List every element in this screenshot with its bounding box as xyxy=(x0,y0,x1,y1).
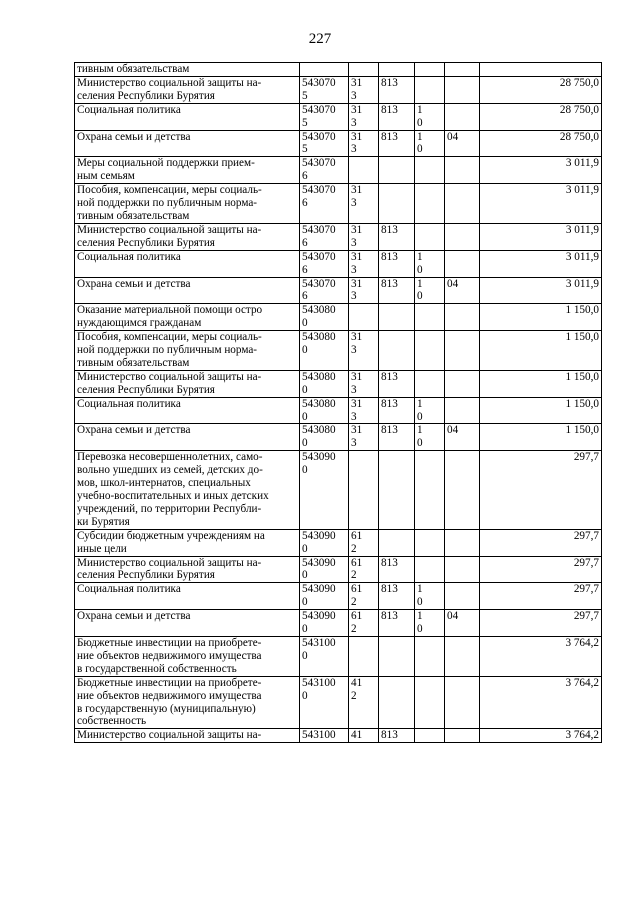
target-article-cell xyxy=(300,63,349,77)
ministry-code-cell xyxy=(379,529,415,556)
target-article-cell: 543080 0 xyxy=(300,370,349,397)
amount-cell: 297,7 xyxy=(480,529,602,556)
row-name-cell: Охрана семьи и детства xyxy=(75,277,300,304)
amount-cell: 1 150,0 xyxy=(480,304,602,331)
target-article-cell: 543070 6 xyxy=(300,277,349,304)
amount-cell: 3 764,2 xyxy=(480,676,602,729)
ministry-code-cell: 813 xyxy=(379,583,415,610)
page-number: 227 xyxy=(308,31,332,47)
amount-cell: 297,7 xyxy=(480,610,602,637)
target-article-cell: 543070 6 xyxy=(300,250,349,277)
ministry-code-cell xyxy=(379,304,415,331)
row-name-cell: Социальная политика xyxy=(75,397,300,424)
ministry-code-cell xyxy=(379,636,415,676)
row-name-cell: Перевозка несовершеннолетних, само- вольно ушедших из семей, детских до- мов, школ-интернатов, специальных учебно-воспитательных и иных детских учреждений, по территории Республи- ки Бурятия xyxy=(75,451,300,529)
ministry-code-cell xyxy=(379,63,415,77)
target-article-cell: 543090 0 xyxy=(300,583,349,610)
expense-type-cell xyxy=(349,157,379,184)
row-name-cell: Министерство социальной защиты на- селения Республики Бурятия xyxy=(75,223,300,250)
target-article-cell: 543090 0 xyxy=(300,529,349,556)
amount-cell: 3 011,9 xyxy=(480,250,602,277)
section-cell: 1 0 xyxy=(415,424,445,451)
subsection-cell xyxy=(445,729,480,743)
table-row xyxy=(75,610,602,637)
table-row xyxy=(75,636,602,676)
table-row xyxy=(75,63,602,77)
ministry-code-cell: 813 xyxy=(379,556,415,583)
subsection-cell xyxy=(445,250,480,277)
row-name-cell: Пособия, компенсации, меры социаль- ной поддержки по публичным норма- тивным обязательствам xyxy=(75,331,300,371)
expense-type-cell: 31 3 xyxy=(349,277,379,304)
row-name-cell: Министерство социальной защиты на- селения Республики Бурятия xyxy=(75,76,300,103)
subsection-cell xyxy=(445,184,480,224)
section-cell xyxy=(415,636,445,676)
amount-cell: 297,7 xyxy=(480,556,602,583)
row-name-cell: Охрана семьи и детства xyxy=(75,424,300,451)
target-article-cell: 543100 xyxy=(300,729,349,743)
section-cell xyxy=(415,223,445,250)
amount-cell: 1 150,0 xyxy=(480,370,602,397)
table-row xyxy=(75,729,602,743)
row-name-cell: Субсидии бюджетным учреждениям на иные цели xyxy=(75,529,300,556)
row-name-cell: Оказание материальной помощи остро нуждающимся гражданам xyxy=(75,304,300,331)
row-name-cell: Министерство социальной защиты на- селения Республики Бурятия xyxy=(75,370,300,397)
expense-type-cell: 61 2 xyxy=(349,556,379,583)
table-row xyxy=(75,676,602,729)
expense-type-cell: 31 3 xyxy=(349,130,379,157)
section-cell xyxy=(415,370,445,397)
table-row xyxy=(75,370,602,397)
ministry-code-cell: 813 xyxy=(379,424,415,451)
table-row xyxy=(75,424,602,451)
subsection-cell: 04 xyxy=(445,610,480,637)
row-name-cell: тивным обязательствам xyxy=(75,63,300,77)
section-cell: 1 0 xyxy=(415,277,445,304)
expense-type-cell xyxy=(349,304,379,331)
table-row xyxy=(75,529,602,556)
target-article-cell: 543100 0 xyxy=(300,636,349,676)
expense-type-cell xyxy=(349,636,379,676)
row-name-cell: Социальная политика xyxy=(75,250,300,277)
ministry-code-cell: 813 xyxy=(379,130,415,157)
amount-cell: 3 011,9 xyxy=(480,184,602,224)
expense-type-cell: 31 3 xyxy=(349,76,379,103)
section-cell: 1 0 xyxy=(415,610,445,637)
expense-type-cell xyxy=(349,63,379,77)
expense-type-cell: 41 2 xyxy=(349,676,379,729)
expense-type-cell: 31 3 xyxy=(349,223,379,250)
subsection-cell xyxy=(445,556,480,583)
section-cell xyxy=(415,556,445,583)
target-article-cell: 543090 0 xyxy=(300,610,349,637)
amount-cell: 3 011,9 xyxy=(480,157,602,184)
target-article-cell: 543090 0 xyxy=(300,556,349,583)
target-article-cell: 543100 0 xyxy=(300,676,349,729)
section-cell: 1 0 xyxy=(415,397,445,424)
table-row xyxy=(75,583,602,610)
section-cell xyxy=(415,76,445,103)
table-row xyxy=(75,451,602,529)
amount-cell: 3 764,2 xyxy=(480,636,602,676)
expense-type-cell: 31 3 xyxy=(349,184,379,224)
amount-cell: 1 150,0 xyxy=(480,397,602,424)
table-row xyxy=(75,76,602,103)
target-article-cell: 543070 6 xyxy=(300,184,349,224)
row-name-cell: Министерство социальной защиты на- селения Республики Бурятия xyxy=(75,556,300,583)
ministry-code-cell: 813 xyxy=(379,397,415,424)
row-name-cell: Социальная политика xyxy=(75,103,300,130)
ministry-code-cell: 813 xyxy=(379,277,415,304)
row-name-cell: Меры социальной поддержки прием- ным семьям xyxy=(75,157,300,184)
amount-cell: 297,7 xyxy=(480,583,602,610)
subsection-cell xyxy=(445,451,480,529)
table-row xyxy=(75,130,602,157)
table-row xyxy=(75,184,602,224)
expense-type-cell: 61 2 xyxy=(349,583,379,610)
amount-cell: 28 750,0 xyxy=(480,103,602,130)
target-article-cell: 543070 6 xyxy=(300,157,349,184)
expense-type-cell: 41 xyxy=(349,729,379,743)
expense-type-cell: 31 3 xyxy=(349,424,379,451)
subsection-cell xyxy=(445,676,480,729)
subsection-cell xyxy=(445,103,480,130)
subsection-cell: 04 xyxy=(445,130,480,157)
expense-type-cell: 31 3 xyxy=(349,250,379,277)
subsection-cell xyxy=(445,636,480,676)
section-cell xyxy=(415,304,445,331)
table-row xyxy=(75,157,602,184)
ministry-code-cell xyxy=(379,184,415,224)
target-article-cell: 543070 5 xyxy=(300,76,349,103)
expense-type-cell: 61 2 xyxy=(349,610,379,637)
subsection-cell xyxy=(445,529,480,556)
budget-table-body xyxy=(75,63,602,743)
section-cell: 1 0 xyxy=(415,250,445,277)
section-cell xyxy=(415,157,445,184)
section-cell xyxy=(415,63,445,77)
amount-cell: 3 011,9 xyxy=(480,277,602,304)
amount-cell: 28 750,0 xyxy=(480,130,602,157)
ministry-code-cell xyxy=(379,676,415,729)
section-cell xyxy=(415,729,445,743)
target-article-cell: 543070 5 xyxy=(300,130,349,157)
section-cell xyxy=(415,331,445,371)
target-article-cell: 543080 0 xyxy=(300,304,349,331)
table-row xyxy=(75,304,602,331)
amount-cell: 3 011,9 xyxy=(480,223,602,250)
section-cell: 1 0 xyxy=(415,103,445,130)
subsection-cell xyxy=(445,331,480,371)
table-row xyxy=(75,103,602,130)
subsection-cell xyxy=(445,370,480,397)
subsection-cell xyxy=(445,304,480,331)
section-cell: 1 0 xyxy=(415,583,445,610)
ministry-code-cell: 813 xyxy=(379,729,415,743)
row-name-cell: Пособия, компенсации, меры социаль- ной поддержки по публичным норма- тивным обязательствам xyxy=(75,184,300,224)
row-name-cell: Охрана семьи и детства xyxy=(75,130,300,157)
expense-type-cell: 31 3 xyxy=(349,103,379,130)
row-name-cell: Бюджетные инвестиции на приобрете- ние объектов недвижимого имущества в государственной собственность xyxy=(75,636,300,676)
table-row xyxy=(75,277,602,304)
table-row xyxy=(75,331,602,371)
target-article-cell: 543080 0 xyxy=(300,424,349,451)
ministry-code-cell: 813 xyxy=(379,370,415,397)
row-name-cell: Министерство социальной защиты на- xyxy=(75,729,300,743)
section-cell xyxy=(415,529,445,556)
table-row xyxy=(75,223,602,250)
subsection-cell xyxy=(445,157,480,184)
row-name-cell: Охрана семьи и детства xyxy=(75,610,300,637)
section-cell xyxy=(415,184,445,224)
target-article-cell: 543090 0 xyxy=(300,451,349,529)
target-article-cell: 543070 6 xyxy=(300,223,349,250)
ministry-code-cell xyxy=(379,157,415,184)
target-article-cell: 543080 0 xyxy=(300,331,349,371)
subsection-cell xyxy=(445,223,480,250)
ministry-code-cell: 813 xyxy=(379,250,415,277)
budget-table xyxy=(74,62,602,743)
section-cell xyxy=(415,451,445,529)
subsection-cell: 04 xyxy=(445,424,480,451)
target-article-cell: 543080 0 xyxy=(300,397,349,424)
ministry-code-cell: 813 xyxy=(379,610,415,637)
expense-type-cell: 31 3 xyxy=(349,331,379,371)
subsection-cell: 04 xyxy=(445,277,480,304)
subsection-cell xyxy=(445,397,480,424)
subsection-cell xyxy=(445,76,480,103)
amount-cell: 1 150,0 xyxy=(480,424,602,451)
target-article-cell: 543070 5 xyxy=(300,103,349,130)
ministry-code-cell: 813 xyxy=(379,223,415,250)
amount-cell: 1 150,0 xyxy=(480,331,602,371)
subsection-cell xyxy=(445,63,480,77)
amount-cell: 3 764,2 xyxy=(480,729,602,743)
expense-type-cell: 31 3 xyxy=(349,397,379,424)
table-row xyxy=(75,250,602,277)
amount-cell: 28 750,0 xyxy=(480,76,602,103)
expense-type-cell: 31 3 xyxy=(349,370,379,397)
expense-type-cell xyxy=(349,451,379,529)
table-row xyxy=(75,397,602,424)
row-name-cell: Бюджетные инвестиции на приобрете- ние объектов недвижимого имущества в государственную (муниципальную) собственность xyxy=(75,676,300,729)
ministry-code-cell xyxy=(379,331,415,371)
table-row xyxy=(75,556,602,583)
expense-type-cell: 61 2 xyxy=(349,529,379,556)
section-cell: 1 0 xyxy=(415,130,445,157)
row-name-cell: Социальная политика xyxy=(75,583,300,610)
ministry-code-cell: 813 xyxy=(379,103,415,130)
amount-cell: 297,7 xyxy=(480,451,602,529)
ministry-code-cell: 813 xyxy=(379,76,415,103)
subsection-cell xyxy=(445,583,480,610)
ministry-code-cell xyxy=(379,451,415,529)
amount-cell xyxy=(480,63,602,77)
section-cell xyxy=(415,676,445,729)
